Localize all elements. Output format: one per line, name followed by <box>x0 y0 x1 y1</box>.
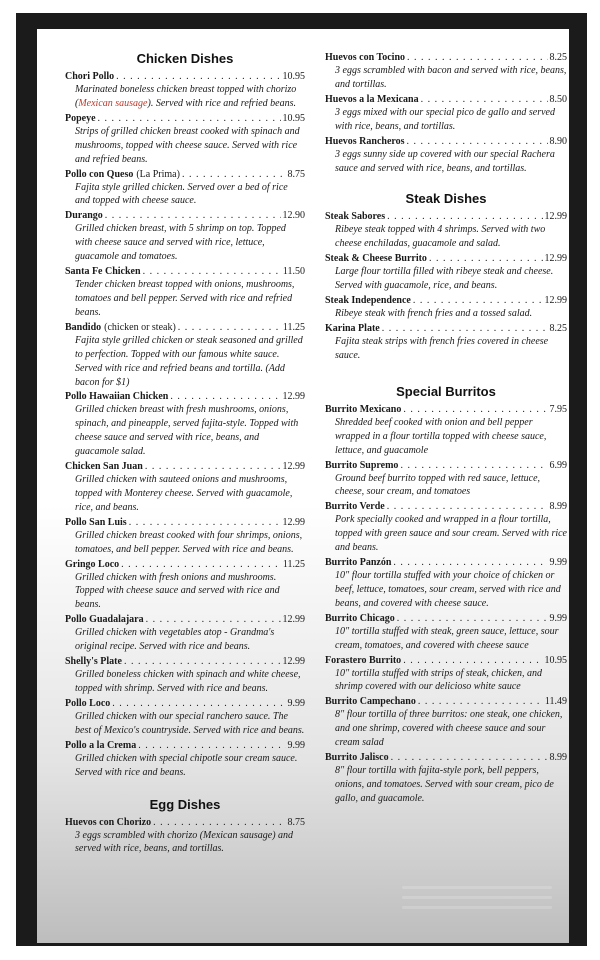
item-name: Huevos a la Mexicana <box>325 93 419 105</box>
highlighted-text: Mexican sausage <box>78 97 148 109</box>
menu-item <box>65 697 305 738</box>
menu-item <box>325 210 567 251</box>
menu-item <box>65 739 305 780</box>
item-name: Huevos con Chorizo <box>65 816 152 828</box>
faded-watermark <box>402 879 552 923</box>
menu-item <box>65 516 305 557</box>
item-description: Fajita style grilled chicken or steak seasoned and grilled to perfection. Topped with our famous white sauce. Served with rice and refried beans and tortilla. (Add bacon for $1) <box>75 334 303 388</box>
item-name: Durango <box>65 210 103 222</box>
item-description: 10" flour tortilla stuffed with your choice of chicken or beef, lettuce, tomatoes, sour cream, served with rice and beans, and covered with cheese sauce. <box>335 570 561 609</box>
menu-item <box>65 816 305 857</box>
menu-item <box>325 322 567 363</box>
item-name: Pollo con Queso <box>65 168 134 180</box>
item-name: Pollo Loco <box>65 697 111 709</box>
item-name: Pollo Guadalajara <box>65 614 144 626</box>
item-price: 8.99 <box>549 752 567 764</box>
menu-item <box>65 70 305 111</box>
menu-item <box>325 751 567 806</box>
menu-item <box>65 655 305 696</box>
item-name: Popeye <box>65 112 96 124</box>
item-description: Large flour tortilla filled with ribeye steak and cheese. Served with guacamole, rice, and beans. <box>335 266 554 292</box>
item-price: 12.99 <box>544 211 567 223</box>
item-price: 11.25 <box>282 558 305 570</box>
item-price: 11.25 <box>282 321 305 333</box>
item-name: Burrito Verde <box>325 501 385 513</box>
item-description: 3 eggs scrambled with bacon and served with rice, beans, and tortillas. <box>335 65 567 90</box>
item-description: Grilled chicken with fresh onions and mushrooms. Topped with cheese sauce and served with rice and beans. <box>75 571 280 611</box>
menu-frame <box>16 13 587 946</box>
menu-item <box>325 500 567 555</box>
item-price: 8.75 <box>287 816 305 828</box>
item-price: 8.90 <box>549 135 567 147</box>
item-name: Huevos con Tocino <box>325 52 406 63</box>
item-price: 9.99 <box>287 739 305 751</box>
item-description: Grilled chicken with vegetables atop - Grandma's original recipe. Served with rice and beans. <box>75 627 275 653</box>
menu-item <box>325 51 567 92</box>
item-description: Grilled chicken breast, with 5 shrimp on top. Topped with cheese sauce and served with rice, lettuce, guacamole and tomatoes. <box>75 223 286 263</box>
item-description: 8" flour tortilla of three burritos: one steak, one chicken, and one shrimp, covered with cheese sauce and sour cream salad <box>335 709 563 749</box>
item-description: Pork specially cooked and wrapped in a flour tortilla, topped with green sauce and sour cream. Served with rice and beans. <box>335 514 567 554</box>
menu-item <box>325 654 567 695</box>
menu-item <box>65 460 305 515</box>
right-column <box>325 51 567 807</box>
item-name: Burrito Mexicano <box>325 403 402 415</box>
item-name: Burrito Chicago <box>325 612 395 624</box>
item-name: Gringo Loco <box>65 558 120 570</box>
item-price: 8.99 <box>549 501 567 513</box>
item-price: 9.99 <box>287 697 305 709</box>
item-price: 7.95 <box>549 403 567 415</box>
item-price: 12.99 <box>282 516 305 528</box>
item-description: Fajita style grilled chicken. Served over a bed of rice and topped with cheese sauce. <box>75 181 288 207</box>
item-description: Grilled chicken with special chipotle sour cream sauce. Served with rice and beans. <box>75 752 298 778</box>
item-name: Burrito Campechano <box>325 696 416 708</box>
item-name: Karina Plate <box>325 322 380 334</box>
item-price: 10.95 <box>282 112 305 124</box>
menu-item <box>65 168 305 209</box>
menu-item <box>65 321 305 390</box>
item-name: Burrito Panzón <box>325 557 392 569</box>
item-price: 6.99 <box>549 459 567 471</box>
menu-item <box>325 93 567 134</box>
item-price: 9.99 <box>549 557 567 569</box>
item-price: 8.50 <box>549 93 567 105</box>
item-name: Forastero Burrito <box>325 654 402 666</box>
item-description: Grilled chicken breast cooked with four shrimps, onions, tomatoes, and bell pepper. Served with rice and beans. <box>75 529 303 555</box>
item-price: 12.99 <box>282 461 305 473</box>
menu-item <box>65 613 305 654</box>
item-price: 12.90 <box>282 210 305 222</box>
item-price: 11.50 <box>282 266 305 278</box>
item-description: Fajita steak strips with french fries covered in cheese sauce. <box>335 335 549 361</box>
item-description: Grilled boneless chicken with spinach and white cheese, topped with shrimp. Served with rice and beans. <box>75 669 301 694</box>
menu-page <box>37 29 569 943</box>
item-description: Grilled chicken with sauteed onions and mushrooms, topped with Monterey cheese. Served with guacamole, rice, and beans. <box>75 474 293 513</box>
menu-item <box>325 695 567 750</box>
section-title-steak: Steak Dishes <box>405 191 487 207</box>
menu-item <box>325 294 567 321</box>
item-name: Pollo San Luis <box>65 516 127 528</box>
item-note: (La Prima) <box>136 168 180 180</box>
item-price: 12.99 <box>544 295 567 307</box>
item-description: 10" tortilla stuffed with steak, green sauce, lettuce, sour cream, tomatoes, and covered with cheese sauce <box>335 625 559 651</box>
item-description: Ground beef burrito topped with red sauce, lettuce, cheese, sour cream, and tomatoes <box>335 472 541 498</box>
item-price: 12.99 <box>282 614 305 626</box>
left-column <box>65 51 305 857</box>
item-name: Steak & Cheese Burrito <box>325 253 427 265</box>
menu-item <box>65 558 305 613</box>
menu-item <box>325 252 567 293</box>
menu-item <box>65 390 305 459</box>
menu-item <box>325 459 567 500</box>
menu-item <box>65 265 305 320</box>
item-description: 3 eggs sunny side up covered with our special Rachera sauce and served with rice, beans, and tortillas. <box>335 148 555 174</box>
item-description: 3 eggs mixed with our special pico de gallo and served with rice, beans, and tortillas. <box>335 106 555 132</box>
item-price: 9.99 <box>549 612 567 624</box>
item-price: 10.95 <box>544 654 567 666</box>
menu-item <box>325 556 567 611</box>
item-description: 10" tortilla stuffed with strips of steak, chicken, and shrimp covered with our delicioso white sauce <box>335 667 542 693</box>
menu-item <box>325 135 567 176</box>
item-price: 11.49 <box>544 696 567 708</box>
item-description: Tender chicken breast topped with onions, mushrooms, tomatoes and bell pepper. Served with rice and refried beans. <box>75 279 295 318</box>
item-price: 10.95 <box>282 71 305 82</box>
item-description: Ribeye steak topped with 4 shrimps. Served with two cheese enchiladas, guacamole and salad. <box>335 224 546 250</box>
item-name: Steak Sabores <box>325 211 386 223</box>
item-description: 8" flour tortilla with fajita-style pork, bell peppers, onions, and tomatoes. Served with sour cream, pico de gallo, and guacamole. <box>335 765 554 804</box>
item-description: Grilled chicken with our special ranchero sauce. The best of Mexico's countryside. Served with rice and beans. <box>75 710 305 736</box>
item-price: 8.75 <box>287 168 305 180</box>
section-title-egg: Egg Dishes <box>149 796 221 812</box>
item-name: Huevos Rancheros <box>325 135 405 147</box>
item-description: Strips of grilled chicken breast cooked with spinach and mushrooms, topped with cheese sauce. Served with rice and refried beans. <box>75 125 300 165</box>
menu-item <box>325 403 567 458</box>
item-name: Shelly's Plate <box>65 656 122 668</box>
item-description: Ribeye steak with french fries and a tossed salad. <box>335 308 533 320</box>
item-name: Chicken San Juan <box>65 461 143 473</box>
item-name: Pollo Hawaiian Chicken <box>65 391 169 403</box>
item-price: 8.25 <box>549 52 567 63</box>
item-price: 12.99 <box>544 253 567 265</box>
item-name: Bandido <box>65 321 102 333</box>
item-name: Burrito Supremo <box>325 459 399 471</box>
item-name: Pollo a la Crema <box>65 739 137 751</box>
section-title-chicken: Chicken Dishes <box>136 51 234 66</box>
item-note: (chicken or steak) <box>104 321 176 333</box>
menu-item <box>325 612 567 653</box>
item-description: 3 eggs scrambled with chorizo (Mexican sausage) and served with rice, beans, and tortillas. <box>75 829 294 855</box>
item-price: 12.99 <box>282 656 305 668</box>
item-price: 8.25 <box>549 322 567 334</box>
item-description: Shredded beef cooked with onion and bell pepper wrapped in a flour tortilla topped with cheese sauce, lettuce, and guacamole <box>335 416 547 456</box>
item-name: Burrito Jalisco <box>325 752 389 764</box>
menu-item <box>65 209 305 264</box>
item-description: Marinated boneless chicken breast topped with chorizo (Mexican sausage). Served with rice and refried beans. <box>75 84 297 109</box>
item-name: Santa Fe Chicken <box>65 266 141 278</box>
item-price: 12.99 <box>282 391 305 403</box>
menu-item <box>65 112 305 167</box>
item-name: Chori Pollo <box>65 71 115 82</box>
section-title-burritos: Special Burritos <box>396 383 496 399</box>
item-name: Steak Independence <box>325 295 411 307</box>
item-description: Grilled chicken breast with fresh mushrooms, onions, spinach, and pineapple, served fajita-style. Topped with cheese sauce and served with rice, beans, and guacamole salad. <box>75 404 299 458</box>
